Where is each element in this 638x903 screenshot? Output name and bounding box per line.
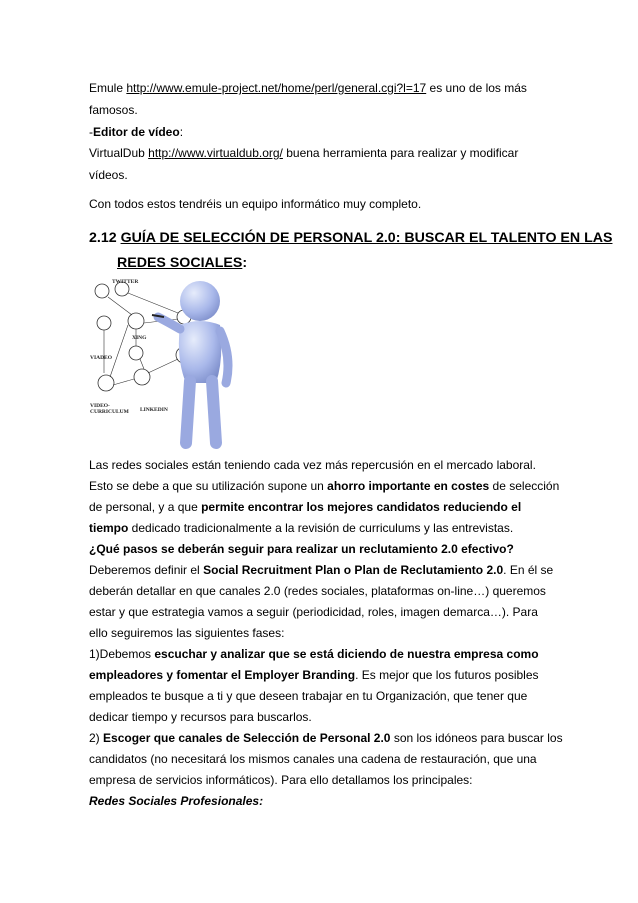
bold-text: ¿Qué pasos se deberán seguir para realizar un reclutamiento 2.0 efectivo?	[89, 542, 514, 556]
text: VirtualDub	[89, 146, 149, 160]
paragraph-line	[89, 560, 559, 581]
text: . En él se	[503, 563, 554, 577]
text: :	[179, 125, 184, 139]
text: . Es mejor que los futuros posibles	[355, 668, 539, 682]
paragraph-line	[89, 497, 559, 518]
3d-figure	[152, 281, 228, 443]
paragraph-line	[89, 791, 559, 812]
text: candidatos (no necesitará los mismos canales una cadena de restauración, que una	[89, 752, 537, 766]
paragraph-line	[89, 194, 559, 215]
text: de selección	[489, 479, 560, 493]
text: empresa de servicios informáticos). Para ello detallamos los principales:	[89, 773, 473, 787]
paragraph-line	[89, 686, 559, 707]
linkedin-label: LINKEDIN	[140, 407, 168, 413]
subheading: Redes Sociales Profesionales:	[89, 794, 264, 808]
emule-link[interactable]: http://www.emule-project.net/home/perl/general.cgi?l=17	[126, 81, 427, 95]
social-network-illustration	[88, 273, 258, 453]
paragraph-line	[89, 707, 559, 728]
paragraph-line	[89, 122, 559, 143]
text: 1)Debemos	[89, 647, 155, 661]
text: -	[89, 125, 93, 139]
paragraph-line	[89, 539, 559, 560]
text: Esto se debe a que su utilización supone un	[89, 479, 328, 493]
section-heading	[89, 230, 612, 246]
text: dedicado tradicionalmente a la revisión de curriculums y las entrevistas.	[128, 521, 514, 535]
paragraph-line	[89, 644, 559, 665]
text: buena herramienta para realizar y modificar	[282, 146, 519, 160]
text: es uno de los más	[426, 81, 527, 95]
heading-title-cont: REDES SOCIALES	[117, 255, 243, 271]
paragraph-line	[89, 165, 559, 186]
virtualdub-link[interactable]: http://www.virtualdub.org/	[148, 146, 283, 160]
text: de personal, y a que	[89, 500, 202, 514]
text: son los idóneos para buscar los	[390, 731, 563, 745]
text: estar y que estrategia vamos a seguir (periodicidad, roles, imagen demarca…). Para	[89, 605, 538, 619]
bold-text: Social Recruitment Plan o Plan de Reclutamiento 2.0	[203, 563, 504, 577]
text: ello seguiremos las siguientes fases:	[89, 626, 285, 640]
text: deberán detallar en que canales 2.0 (redes sociales, plataformas on-line…) queremos	[89, 584, 546, 598]
paragraph-line	[89, 770, 559, 791]
paragraph-line	[89, 728, 563, 749]
text: Deberemos definir el	[89, 563, 204, 577]
heading-title: GUÍA DE SELECCIÓN DE PERSONAL 2.0: BUSCAR EL TALENTO EN LAS	[120, 230, 613, 246]
text: Con todos estos tendréis un equipo informático muy completo.	[89, 197, 422, 211]
bold-text: permite encontrar los mejores candidatos reduciendo el	[201, 500, 522, 514]
twitter-label: TWITTER	[112, 279, 139, 285]
paragraph-line	[89, 581, 559, 602]
heading-colon: :	[242, 255, 248, 271]
bold-text: tiempo	[89, 521, 129, 535]
bold-text: Escoger que canales de Selección de Personal 2.0	[103, 731, 391, 745]
bold-text: Editor de vídeo	[93, 125, 180, 139]
paragraph-line	[89, 78, 559, 99]
paragraph-line	[89, 749, 559, 770]
video-curriculum-label-2: CURRICULUM	[90, 409, 129, 415]
paragraph-line	[89, 143, 559, 164]
section-heading-cont	[117, 255, 247, 271]
paragraph-line	[89, 623, 559, 644]
paragraph-line	[89, 100, 559, 121]
text: famosos.	[89, 103, 138, 117]
text: empleados te busque a ti y que deseen trabajar en tu Organización, que tener que	[89, 689, 528, 703]
text: Emule	[89, 81, 127, 95]
paragraph-line	[89, 518, 559, 539]
video-curriculum-label-1: VIDEO-	[90, 403, 110, 409]
text: dedicar tiempo y recursos para buscarlos.	[89, 710, 312, 724]
paragraph-line	[89, 665, 559, 686]
paragraph-line	[89, 602, 559, 623]
paragraph-line	[89, 455, 559, 476]
bold-text: empleadores y fomentar el Employer Branding	[89, 668, 356, 682]
paragraph-line	[89, 476, 559, 497]
viadeo-label: VIADEO	[90, 355, 113, 361]
text: Las redes sociales están teniendo cada vez más repercusión en el mercado laboral.	[89, 458, 536, 472]
bold-text: escuchar y analizar que se está diciendo de nuestra empresa como	[154, 647, 539, 661]
text: 2)	[89, 731, 104, 745]
xing-label: XING	[132, 335, 147, 341]
bold-text: ahorro importante en costes	[327, 479, 490, 493]
text: vídeos.	[89, 168, 128, 182]
heading-number: 2.12	[89, 230, 121, 246]
